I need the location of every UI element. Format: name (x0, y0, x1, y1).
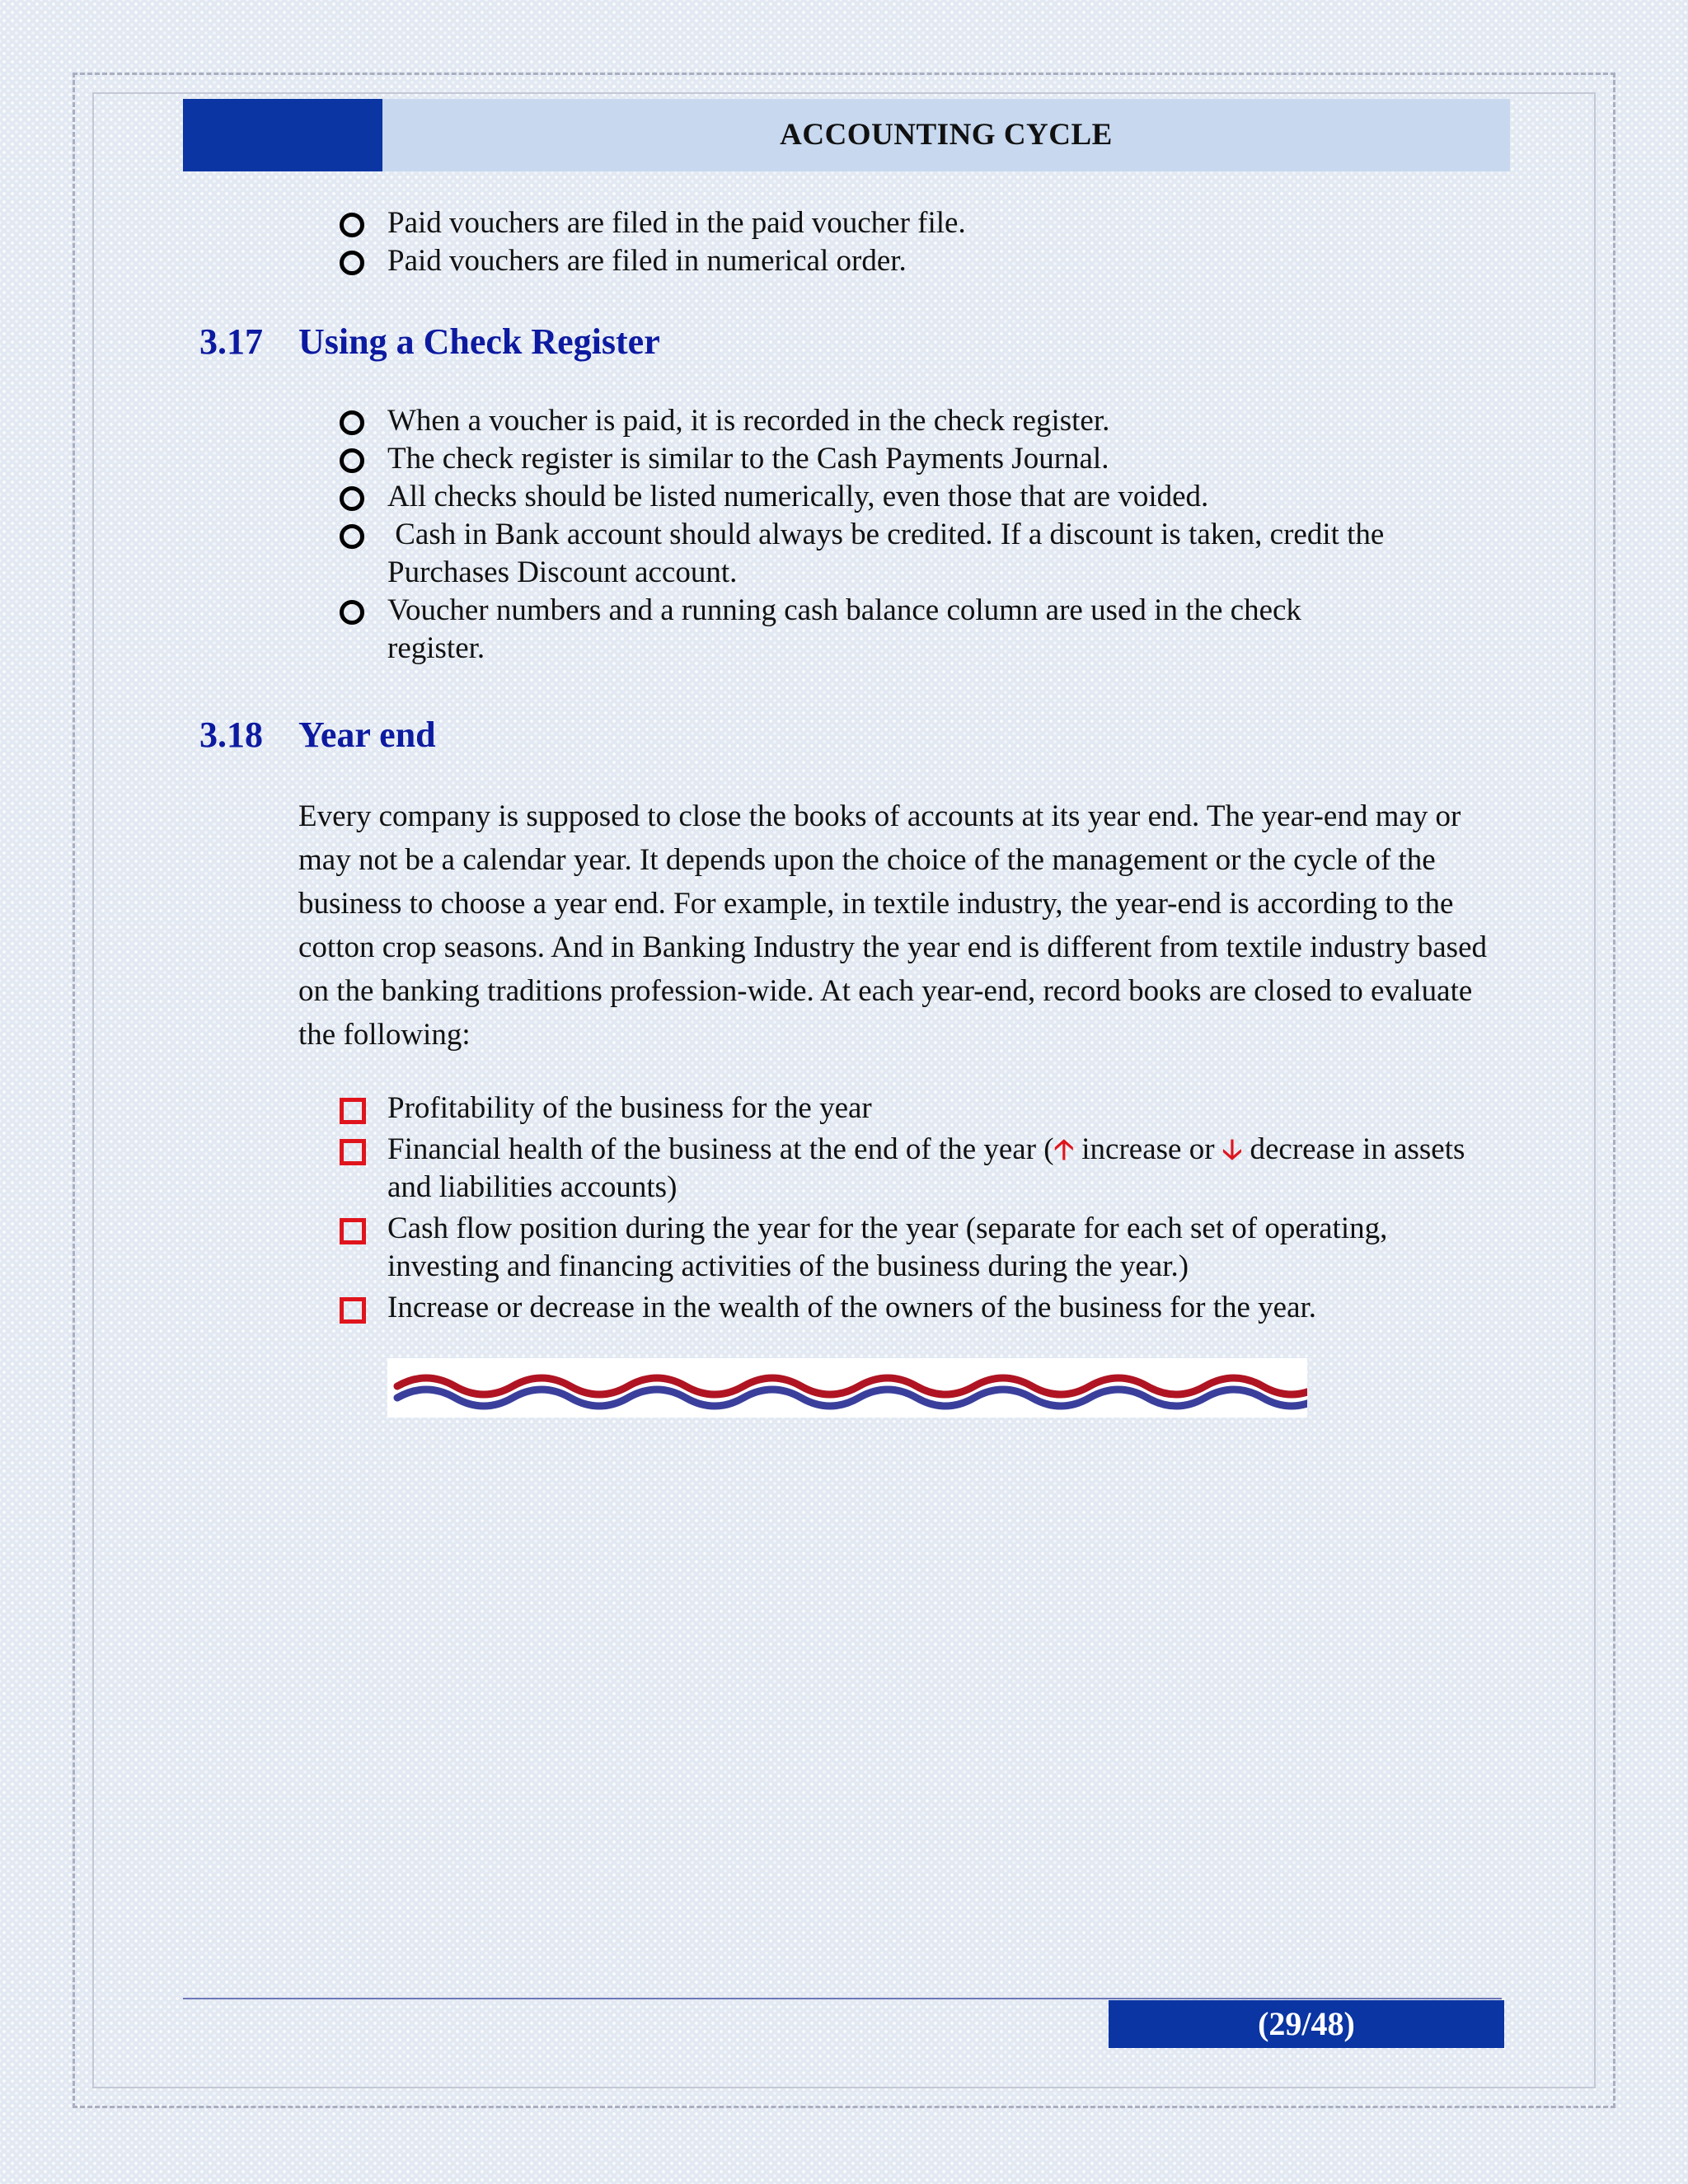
section-number: 3.18 (199, 715, 263, 755)
year-end-paragraph: Every company is supposed to close the books of accounts at its year end. The year-end may or may not be a calendar year. It depends upon the choice of the management or the cycle of the business to choose a year end. For example, in textile industry, the year-end is according to the cotton crop seasons. And in Banking Industry the year end is different from textile industry based on the banking traditions profession-wide. At each year-end, record books are closed to evaluate the following: (298, 799, 1488, 1052)
section-title: Using a Check Register (298, 321, 660, 362)
top-bullet-list (340, 204, 966, 280)
list-item: Voucher numbers and a running cash balance column are used in the check register. (340, 592, 1376, 668)
circle-bullet-icon (340, 524, 364, 549)
square-bullet-icon (340, 1218, 366, 1244)
circle-bullet-icon (340, 213, 364, 237)
arrow-up-icon: 🡡 (1053, 1133, 1075, 1166)
section-heading-3-18 (199, 714, 436, 756)
circle-bullet-icon (340, 486, 364, 511)
list-item: The check register is similar to the Cash Payments Journal. (340, 440, 1493, 478)
section-heading-3-17 (199, 321, 660, 363)
section-number: 3.17 (199, 321, 263, 362)
page-header-title: ACCOUNTING CYCLE (780, 118, 1113, 152)
circle-bullet-icon (340, 600, 364, 625)
list-item: Paid vouchers are filed in the paid voucher file. (340, 204, 966, 242)
header-bar (183, 99, 1510, 171)
square-bullet-icon (340, 1139, 366, 1165)
header-accent-block (183, 99, 382, 171)
wavy-divider (387, 1358, 1307, 1418)
square-bullet-icon (340, 1297, 366, 1324)
year-end-evaluation-list (340, 1090, 1493, 1327)
list-item: Financial health of the business at the end of the year (🡡 increase or 🡣 decrease in assets and liabilities accounts) (340, 1131, 1493, 1207)
section-title: Year end (298, 715, 436, 755)
footer-rule (183, 1998, 1502, 1999)
page-number: (29/48) (1109, 2000, 1504, 2048)
list-item: Cash in Bank account should always be credited. If a discount is taken, credit the Purchases Discount account. (340, 516, 1493, 592)
list-item: When a voucher is paid, it is recorded in the check register. (340, 402, 1493, 440)
circle-bullet-icon (340, 448, 364, 473)
list-item: Cash flow position during the year for the year (separate for each set of operating, investing and financing activities of the business during the year.) (340, 1210, 1493, 1286)
list-item: Paid vouchers are filed in numerical order. (340, 242, 966, 280)
list-item: Profitability of the business for the year (340, 1090, 1493, 1127)
arrow-down-icon: 🡣 (1221, 1133, 1243, 1166)
list-item: All checks should be listed numerically, even those that are voided. (340, 478, 1493, 516)
wave-decoration-icon (387, 1358, 1307, 1418)
circle-bullet-icon (340, 251, 364, 275)
list-item: Increase or decrease in the wealth of the owners of the business for the year. (340, 1289, 1493, 1327)
square-bullet-icon (340, 1098, 366, 1124)
circle-bullet-icon (340, 410, 364, 435)
check-register-list (340, 402, 1493, 668)
